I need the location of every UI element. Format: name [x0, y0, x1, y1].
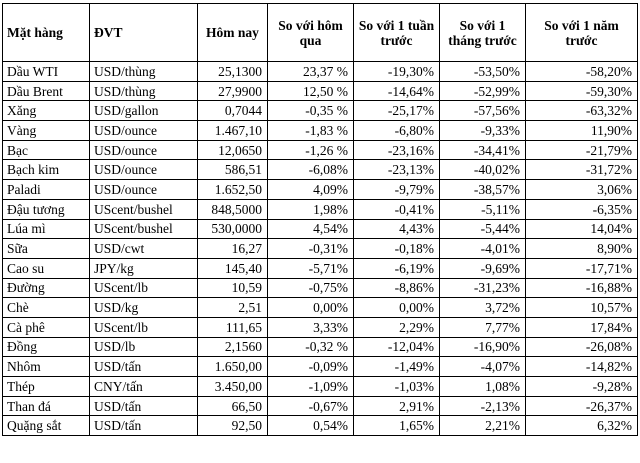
item-cell: Lúa mì [3, 219, 90, 239]
change-vs-week-cell: -23,16% [354, 140, 440, 160]
table-row [3, 81, 638, 101]
unit-cell: JPY/kg [90, 258, 198, 278]
change-vs-year-cell: 3,06% [526, 180, 638, 200]
change-vs-month-cell: -52,99% [440, 81, 526, 101]
table-row [3, 357, 638, 377]
header-vs-month: So với 1 tháng trước [440, 4, 526, 62]
change-vs-yesterday-cell: 12,50 % [268, 81, 354, 101]
change-vs-month-cell: -16,90% [440, 337, 526, 357]
item-cell: Vàng [3, 121, 90, 141]
item-cell: Đồng [3, 337, 90, 357]
change-vs-week-cell: -25,17% [354, 101, 440, 121]
today-price-cell: 1.652,50 [198, 180, 268, 200]
unit-cell: USD/ounce [90, 160, 198, 180]
change-vs-month-cell: -4,07% [440, 357, 526, 377]
item-cell: Đường [3, 278, 90, 298]
change-vs-yesterday-cell: -1,26 % [268, 140, 354, 160]
table-row [3, 160, 638, 180]
item-cell: Cao su [3, 258, 90, 278]
table-row [3, 317, 638, 337]
today-price-cell: 2,51 [198, 298, 268, 318]
table-row [3, 337, 638, 357]
header-item: Mặt hàng [3, 4, 90, 62]
item-cell: Nhôm [3, 357, 90, 377]
change-vs-year-cell: 8,90% [526, 239, 638, 259]
change-vs-year-cell: -26,08% [526, 337, 638, 357]
unit-cell: USD/kg [90, 298, 198, 318]
change-vs-yesterday-cell: -0,32 % [268, 337, 354, 357]
header-today: Hôm nay [198, 4, 268, 62]
today-price-cell: 0,7044 [198, 101, 268, 121]
change-vs-week-cell: -0,18% [354, 239, 440, 259]
item-cell: Quặng sắt [3, 416, 90, 436]
change-vs-week-cell: -0,41% [354, 199, 440, 219]
today-price-cell: 586,51 [198, 160, 268, 180]
today-price-cell: 111,65 [198, 317, 268, 337]
table-row [3, 298, 638, 318]
unit-cell: USD/tấn [90, 357, 198, 377]
change-vs-year-cell: -17,71% [526, 258, 638, 278]
change-vs-month-cell: -53,50% [440, 62, 526, 82]
change-vs-month-cell: -9,33% [440, 121, 526, 141]
change-vs-month-cell: -31,23% [440, 278, 526, 298]
change-vs-week-cell: 2,29% [354, 317, 440, 337]
today-price-cell: 3.450,00 [198, 377, 268, 397]
change-vs-week-cell: -9,79% [354, 180, 440, 200]
change-vs-yesterday-cell: -6,08% [268, 160, 354, 180]
unit-cell: UScent/lb [90, 278, 198, 298]
today-price-cell: 25,1300 [198, 62, 268, 82]
item-cell: Cà phê [3, 317, 90, 337]
change-vs-yesterday-cell: -0,09% [268, 357, 354, 377]
unit-cell: UScent/bushel [90, 199, 198, 219]
change-vs-week-cell: 0,00% [354, 298, 440, 318]
item-cell: Thép [3, 377, 90, 397]
header-row [3, 4, 638, 62]
change-vs-yesterday-cell: 4,09% [268, 180, 354, 200]
change-vs-month-cell: -38,57% [440, 180, 526, 200]
change-vs-yesterday-cell: 3,33% [268, 317, 354, 337]
item-cell: Than đá [3, 396, 90, 416]
change-vs-month-cell: -57,56% [440, 101, 526, 121]
change-vs-week-cell: 1,65% [354, 416, 440, 436]
change-vs-year-cell: -9,28% [526, 377, 638, 397]
table-row [3, 199, 638, 219]
table-row [3, 278, 638, 298]
today-price-cell: 16,27 [198, 239, 268, 259]
today-price-cell: 10,59 [198, 278, 268, 298]
table-row [3, 121, 638, 141]
change-vs-yesterday-cell: 4,54% [268, 219, 354, 239]
today-price-cell: 1.650,00 [198, 357, 268, 377]
table-row [3, 396, 638, 416]
today-price-cell: 1.467,10 [198, 121, 268, 141]
change-vs-month-cell: 7,77% [440, 317, 526, 337]
item-cell: Xăng [3, 101, 90, 121]
unit-cell: USD/ounce [90, 121, 198, 141]
change-vs-year-cell: -21,79% [526, 140, 638, 160]
change-vs-year-cell: -26,37% [526, 396, 638, 416]
unit-cell: UScent/lb [90, 317, 198, 337]
commodity-price-table [2, 3, 638, 436]
change-vs-week-cell: -19,30% [354, 62, 440, 82]
header-unit: ĐVT [90, 4, 198, 62]
unit-cell: USD/tấn [90, 416, 198, 436]
today-price-cell: 530,0000 [198, 219, 268, 239]
change-vs-week-cell: -8,86% [354, 278, 440, 298]
change-vs-month-cell: 2,21% [440, 416, 526, 436]
today-price-cell: 12,0650 [198, 140, 268, 160]
change-vs-month-cell: -4,01% [440, 239, 526, 259]
unit-cell: UScent/bushel [90, 219, 198, 239]
item-cell: Sữa [3, 239, 90, 259]
change-vs-yesterday-cell: -5,71% [268, 258, 354, 278]
unit-cell: CNY/tấn [90, 377, 198, 397]
unit-cell: USD/gallon [90, 101, 198, 121]
change-vs-yesterday-cell: 23,37 % [268, 62, 354, 82]
change-vs-week-cell: -6,80% [354, 121, 440, 141]
table-row [3, 219, 638, 239]
change-vs-month-cell: -40,02% [440, 160, 526, 180]
item-cell: Chè [3, 298, 90, 318]
change-vs-week-cell: -1,03% [354, 377, 440, 397]
unit-cell: USD/ounce [90, 140, 198, 160]
today-price-cell: 27,9900 [198, 81, 268, 101]
change-vs-month-cell: 1,08% [440, 377, 526, 397]
item-cell: Bạc [3, 140, 90, 160]
table-row [3, 239, 638, 259]
change-vs-year-cell: -14,82% [526, 357, 638, 377]
item-cell: Dầu WTI [3, 62, 90, 82]
change-vs-year-cell: -63,32% [526, 101, 638, 121]
header-vs-week: So với 1 tuần trước [354, 4, 440, 62]
unit-cell: USD/thùng [90, 62, 198, 82]
change-vs-month-cell: -5,11% [440, 199, 526, 219]
change-vs-month-cell: -2,13% [440, 396, 526, 416]
unit-cell: USD/tấn [90, 396, 198, 416]
table-row [3, 140, 638, 160]
change-vs-week-cell: 4,43% [354, 219, 440, 239]
today-price-cell: 92,50 [198, 416, 268, 436]
change-vs-week-cell: -6,19% [354, 258, 440, 278]
change-vs-month-cell: -5,44% [440, 219, 526, 239]
change-vs-year-cell: 6,32% [526, 416, 638, 436]
change-vs-yesterday-cell: 0,00% [268, 298, 354, 318]
header-vs-year: So với 1 năm trước [526, 4, 638, 62]
change-vs-year-cell: -31,72% [526, 160, 638, 180]
change-vs-week-cell: 2,91% [354, 396, 440, 416]
unit-cell: USD/cwt [90, 239, 198, 259]
item-cell: Dầu Brent [3, 81, 90, 101]
header-vs-yesterday: So với hôm qua [268, 4, 354, 62]
item-cell: Đậu tương [3, 199, 90, 219]
change-vs-yesterday-cell: 0,54% [268, 416, 354, 436]
change-vs-yesterday-cell: -1,09% [268, 377, 354, 397]
today-price-cell: 848,5000 [198, 199, 268, 219]
change-vs-month-cell: 3,72% [440, 298, 526, 318]
today-price-cell: 66,50 [198, 396, 268, 416]
unit-cell: USD/ounce [90, 180, 198, 200]
unit-cell: USD/thùng [90, 81, 198, 101]
change-vs-yesterday-cell: -0,35 % [268, 101, 354, 121]
table-row [3, 377, 638, 397]
change-vs-yesterday-cell: -1,83 % [268, 121, 354, 141]
change-vs-year-cell: 10,57% [526, 298, 638, 318]
change-vs-year-cell: -6,35% [526, 199, 638, 219]
change-vs-week-cell: -23,13% [354, 160, 440, 180]
table-row [3, 101, 638, 121]
change-vs-year-cell: -59,30% [526, 81, 638, 101]
change-vs-year-cell: 11,90% [526, 121, 638, 141]
table-row [3, 180, 638, 200]
table-row [3, 416, 638, 436]
change-vs-week-cell: -14,64% [354, 81, 440, 101]
change-vs-yesterday-cell: 1,98% [268, 199, 354, 219]
change-vs-yesterday-cell: -0,31% [268, 239, 354, 259]
table-row [3, 62, 638, 82]
today-price-cell: 2,1560 [198, 337, 268, 357]
item-cell: Bạch kim [3, 160, 90, 180]
change-vs-yesterday-cell: -0,75% [268, 278, 354, 298]
table-row [3, 258, 638, 278]
change-vs-yesterday-cell: -0,67% [268, 396, 354, 416]
change-vs-year-cell: 14,04% [526, 219, 638, 239]
change-vs-month-cell: -9,69% [440, 258, 526, 278]
change-vs-year-cell: 17,84% [526, 317, 638, 337]
change-vs-year-cell: -16,88% [526, 278, 638, 298]
item-cell: Paladi [3, 180, 90, 200]
change-vs-week-cell: -12,04% [354, 337, 440, 357]
unit-cell: USD/lb [90, 337, 198, 357]
today-price-cell: 145,40 [198, 258, 268, 278]
table-body [3, 62, 638, 436]
change-vs-month-cell: -34,41% [440, 140, 526, 160]
change-vs-year-cell: -58,20% [526, 62, 638, 82]
change-vs-week-cell: -1,49% [354, 357, 440, 377]
